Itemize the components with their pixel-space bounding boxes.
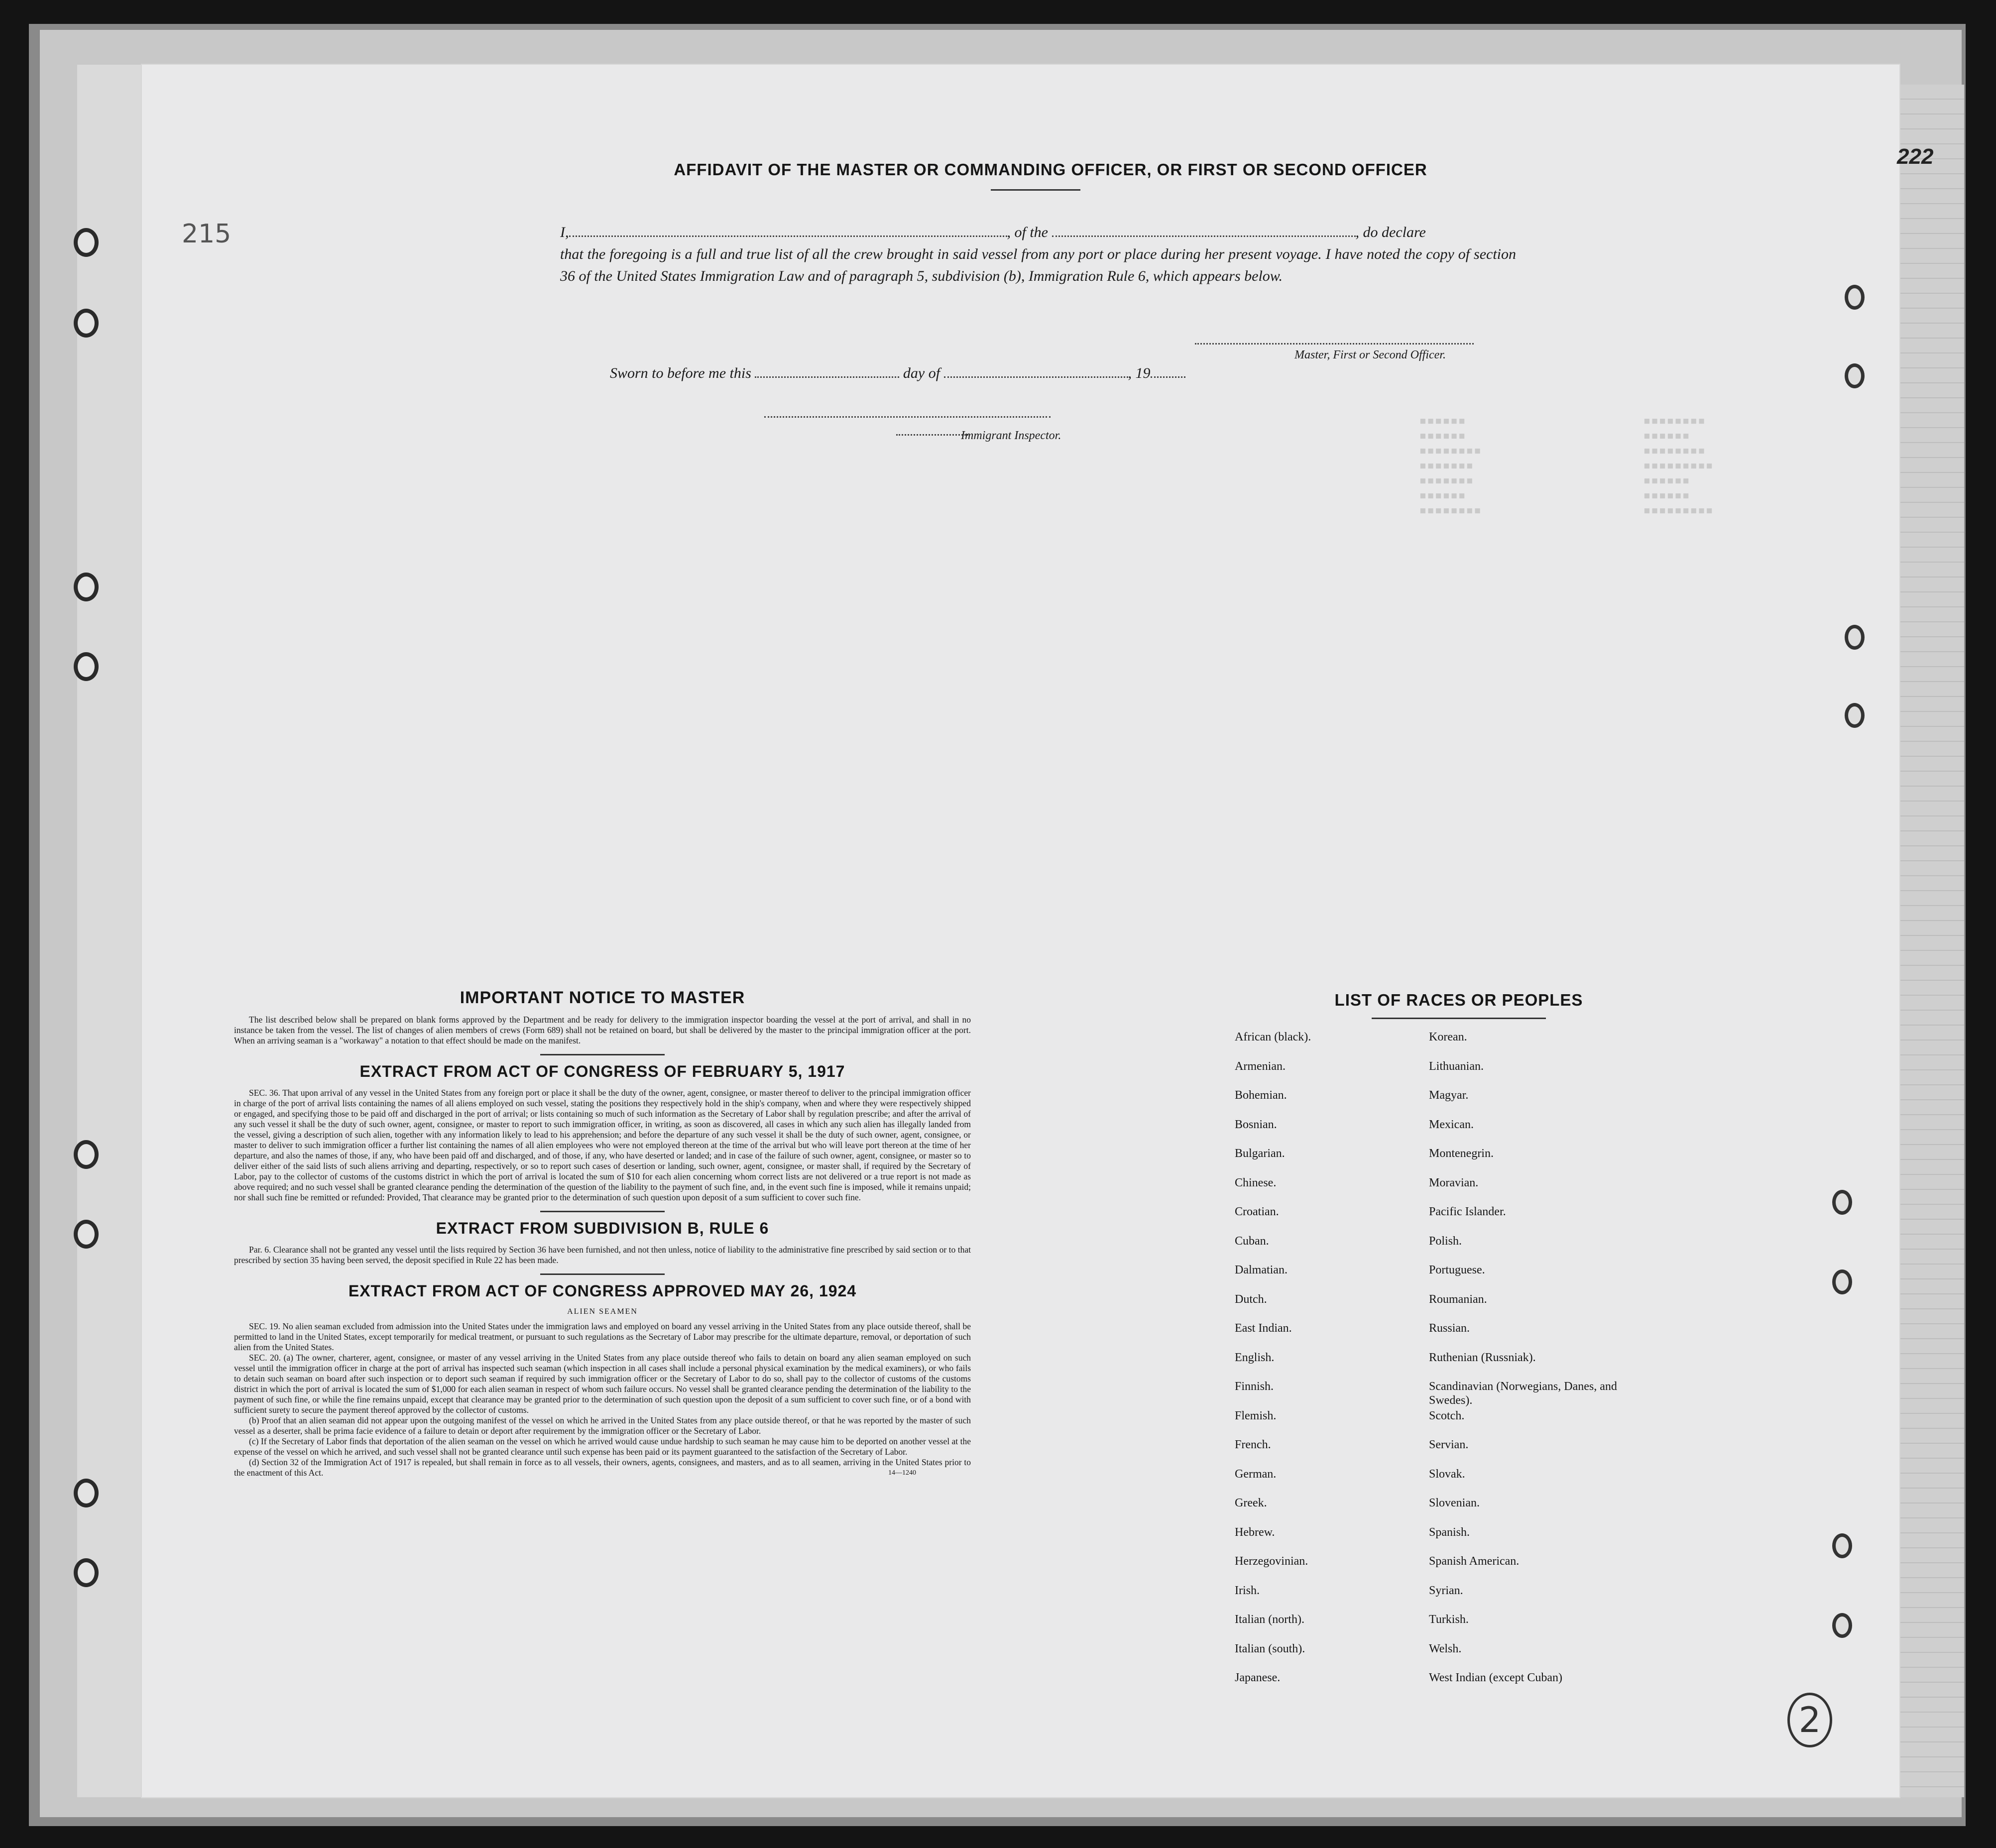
notice-text: The list described below shall be prepared on blank forms approved by the Department and be ready for delivery to the immigration inspector boarding the vessel at the port of arrival, and shall in no instance be taken from the vessel. The list of changes of alien members of crews (Form 689) shall not be retained on board, but shall be delivered by the master to the principal immigration officer at the port. When an arriving seaman is a "workaway" a notation to that effect should be made on the manifest. <box>234 1015 971 1045</box>
year-blank <box>1151 366 1185 378</box>
extract-1924-sec20a: SEC. 20. (a) The owner, charterer, agent, consignee, or master of any vessel arriving in the United States from any place outside thereof who fails to detain on board any alien seaman employed on such vessel until the immigration officer in charge at the port of arrival has inspected such seaman (which inspection in all cases shall include a personal physical examination by the medical examiners), or who fails to detain such seaman on board after such inspection or to deport such seaman if required by such immigration officer or the Secretary of Labor to do so, shall pay to the collector of customs of the customs district in which the port of arrival is located the sum of $1,000 for each alien seaman in respect of whom such failure occurs. No vessel shall be granted clearance pending the determination of the liability to the payment of such fine, or while the fine remains unpaid, except that clearance may be granted prior to the determination of such question upon the deposit of a sum sufficient to cover such fine, or of a bond with sufficient surety to secure the payment thereof approved by the collector of customs. <box>234 1353 971 1415</box>
section-rule <box>540 1273 665 1275</box>
section-rule <box>540 1211 665 1212</box>
race-item: Hebrew. <box>1235 1525 1275 1539</box>
vessel-blank <box>1052 226 1356 237</box>
binder-hole <box>1832 1613 1852 1638</box>
binder-hole <box>74 1558 99 1587</box>
race-item: Russian. <box>1429 1322 1470 1335</box>
inspector-signature-line <box>764 414 1051 418</box>
binder-hole <box>74 1479 99 1507</box>
race-item: Chinese. <box>1235 1176 1277 1189</box>
race-item: West Indian (except Cuban) <box>1429 1671 1562 1684</box>
binder-hole <box>74 228 99 257</box>
affidavit-title: AFFIDAVIT OF THE MASTER OR COMMANDING OFFICER, OR FIRST OR SECOND OFFICER <box>674 160 1427 179</box>
affidavit-i-label: I, <box>560 224 569 240</box>
binder-hole <box>1845 703 1865 728</box>
race-item: Ruthenian (Russniak). <box>1429 1351 1536 1364</box>
title-rule <box>991 189 1080 191</box>
race-item: Bohemian. <box>1235 1089 1287 1102</box>
race-item: Servian. <box>1429 1438 1469 1451</box>
race-item: Bosnian. <box>1235 1118 1277 1131</box>
races-left-column <box>1235 1030 1429 1700</box>
race-item: Lithuanian. <box>1429 1059 1484 1073</box>
binder-hole <box>1832 1190 1852 1215</box>
race-item: Mexican. <box>1429 1118 1474 1131</box>
race-item: Italian (south). <box>1235 1642 1305 1655</box>
race-item: Herzegovinian. <box>1235 1555 1308 1568</box>
race-item: Scandinavian (Norwegians, Danes, and Swedes). <box>1429 1380 1617 1407</box>
races-list <box>1235 991 1683 1700</box>
race-item: Korean. <box>1429 1031 1467 1043</box>
race-item: Slovak. <box>1429 1467 1465 1481</box>
year-label: , 19 <box>1128 365 1151 381</box>
binder-hole <box>74 1220 99 1249</box>
subdivision-title: EXTRACT FROM SUBDIVISION B, RULE 6 <box>436 1219 769 1237</box>
race-item: Portuguese. <box>1429 1264 1485 1276</box>
binder-hole <box>74 1140 99 1169</box>
alien-seamen-subtitle: ALIEN SEAMEN <box>567 1307 638 1316</box>
race-item: Dutch. <box>1235 1292 1267 1306</box>
extract-1917-text: SEC. 36. That upon arrival of any vessel in the United States from any foreign port or place it shall be the duty of the owner, agent, consignee, or master thereof to deliver to the principal immigration officer in charge of the port of arrival lists containing the names of all aliens employed on such vessel, stating the positions they respectively hold in the ship's company, when and where they were respectively shipped or engaged, and specifying those to be paid off and discharged in the port of arrival; or lists containing so much of such information as the Secretary of Labor shall by regulation prescribe; and after the arrival of any such vessel it shall be the duty of such owner, agent, consignee, or master to report to such immigration officer, in writing, as soon as discovered, all cases in which any such alien has illegally landed from the vessel, giving a description of such alien, together with any information likely to lead to his apprehension; and before the departure of any such vessel it shall be the duty of such owner, agent, consignee, or master to deliver to such immigration officer a further list containing the names of all alien employees who were not employed thereon at the time of the arrival but who will leave port thereon at the time of her departure, and also the names of those, if any, who have been paid off and discharged, and of those, if any, who have deserted or landed; and in case of the failure of such owner, agent, consignee, or master so to deliver either of the said lists of such aliens arriving and departing, respectively, or so to report such cases of desertion or landing, such owner, agent, consignee, or master shall, if required by the Secretary of Labor, pay to the collector of customs of the customs district in which the port of arrival is located the sum of $10 for each alien concerning whom correct lists are not delivered or a true report is not made as above required; and no such vessel shall be granted clearance pending the determination of the question of the liability to the payment of such fine, and, in the event such fine is imposed, while it remains unpaid; nor shall such fine be remitted or refunded: Provided, That clearance may be granted prior to the determination of such question upon deposit of a sum sufficient to cover such fine. <box>234 1088 971 1202</box>
race-item: Greek. <box>1235 1497 1267 1509</box>
inspector-signature-label: Immigrant Inspector. <box>961 429 1061 442</box>
extract-1917-title: EXTRACT FROM ACT OF CONGRESS OF FEBRUARY 5, 1917 <box>359 1062 845 1080</box>
binder-hole <box>1832 1533 1852 1558</box>
margin-pencil-number: 215 <box>182 219 232 249</box>
race-item: French. <box>1235 1438 1271 1451</box>
extract-1924-title: EXTRACT FROM ACT OF CONGRESS APPROVED MAY 26, 1924 <box>348 1282 857 1300</box>
sworn-month-blank <box>944 366 1128 378</box>
race-item: African (black). <box>1235 1031 1311 1043</box>
page-number: 222 <box>1897 144 1934 169</box>
race-item: Croatian. <box>1235 1205 1279 1218</box>
sworn-label: Sworn to before me this <box>610 365 751 381</box>
binder-hole <box>74 309 99 338</box>
race-item: Irish. <box>1235 1584 1260 1597</box>
race-item: Bulgarian. <box>1235 1147 1285 1160</box>
race-item: Magyar. <box>1429 1089 1469 1102</box>
section-rule <box>540 1054 665 1055</box>
race-item: Pacific Islander. <box>1429 1205 1506 1218</box>
notice-title: IMPORTANT NOTICE TO MASTER <box>460 988 745 1007</box>
circled-page-mark: 2 <box>1787 1693 1832 1747</box>
sworn-line <box>610 365 1185 382</box>
race-item: Cuban. <box>1235 1234 1269 1248</box>
bleed-through-text: ▪▪▪▪▪▪▪▪ ▪▪▪▪▪▪ ▪▪▪▪▪▪▪▪ ▪▪▪▪▪▪▪▪▪ ▪▪▪▪▪▪ ▪▪▪▪▪▪ ▪▪▪▪▪▪▪▪▪ <box>1643 413 1713 518</box>
race-item: Turkish. <box>1429 1613 1469 1626</box>
notices-column <box>234 988 971 1477</box>
race-item: Armenian. <box>1235 1059 1286 1073</box>
sworn-day-blank <box>755 366 899 378</box>
affidavit-body: that the foregoing is a full and true list of all the crew brought in said vessel from any port or place during her present voyage. I have noted the copy of section 36 of the United States Immigration Law and of paragraph 5, subdivision (b), Immigration Rule 6, which appears below. <box>560 246 1516 284</box>
extract-1924-sec20b: (b) Proof that an alien seaman did not appear upon the outgoing manifest of the vessel on which he arrived in the United States from any place outside thereof, or that he was reported by the master of such vessel as a deserter, shall be prima facie evidence of a failure to detain or deport after requirement by the immigration officer or the Secretary of Labor. <box>234 1415 971 1436</box>
binder-hole <box>74 573 99 601</box>
master-signature-label: Master, First or Second Officer. <box>1294 348 1446 361</box>
race-item: Finnish. <box>1235 1380 1274 1393</box>
inspector-signature-underline <box>896 432 968 436</box>
race-item: Flemish. <box>1235 1409 1277 1422</box>
race-item: Spanish. <box>1429 1525 1470 1539</box>
name-blank <box>569 226 1007 237</box>
form-number: 14—1240 <box>888 1469 916 1477</box>
race-item: Polish. <box>1429 1234 1462 1248</box>
races-rule <box>1372 1018 1546 1019</box>
day-of-label: day of <box>903 365 940 381</box>
race-item: Italian (north). <box>1235 1613 1304 1626</box>
master-signature-line <box>1195 341 1474 345</box>
bleed-through-text: ▪▪▪▪▪▪ ▪▪▪▪▪▪ ▪▪▪▪▪▪▪▪ ▪▪▪▪▪▪▪ ▪▪▪▪▪▪▪ ▪▪▪▪▪▪ ▪▪▪▪▪▪▪▪ <box>1419 413 1482 518</box>
race-item: Japanese. <box>1235 1671 1281 1684</box>
extract-1924-sec20d: (d) Section 32 of the Immigration Act of 1917 is repealed, but shall remain in force as to all vessels, their owners, agents, consignees, and masters, and as to all seamen, arriving in the United States prior to the enactment of this Act. <box>234 1457 971 1478</box>
underlying-ledger-strip <box>1899 85 1964 1797</box>
race-item: Roumanian. <box>1429 1292 1487 1306</box>
affidavit-line-1 <box>560 222 1516 243</box>
binder-hole <box>1832 1270 1852 1294</box>
race-item: East Indian. <box>1235 1322 1292 1335</box>
subdivision-text: Par. 6. Clearance shall not be granted any vessel until the lists required by Section 36 have been furnished, and not then unless, notice of liability to the administrative fine prescribed by said section or to that prescribed by section 35 having been served, the deposit specified in Rule 22 has been made. <box>234 1245 971 1265</box>
extract-1924-sec19: SEC. 19. No alien seaman excluded from admission into the United States under the immigration laws and employed on board any vessel arriving in the United States from any place outside thereof, shall be permitted to land in the United States, except temporarily for medical treatment, or pursuant to such regulations as the Secretary of Labor may prescribe for the ultimate departure, removal, or deportation of such alien from the United States. <box>234 1321 971 1352</box>
race-item: Moravian. <box>1429 1176 1479 1189</box>
race-item: Slovenian. <box>1429 1497 1480 1509</box>
races-title: LIST OF RACES OR PEOPLES <box>1334 991 1583 1009</box>
races-right-column <box>1429 1030 1623 1700</box>
extract-1924-sec20c: (c) If the Secretary of Labor finds that deportation of the alien seaman on the vessel on which he arrived would cause undue hardship to such seaman he may cause him to be deported on another vessel at the expense of the vessel on which he arrived, and such vessel shall not be granted clearance until such expense has been paid or its payment guaranteed to the satisfaction of the Secretary of Labor. <box>234 1436 971 1457</box>
race-item: Welsh. <box>1429 1642 1462 1655</box>
race-item: English. <box>1235 1351 1275 1364</box>
affidavit-of-the-label: , of the <box>1007 224 1048 240</box>
binder-hole <box>1845 625 1865 650</box>
race-item: Syrian. <box>1429 1584 1463 1597</box>
binder-hole <box>1845 285 1865 310</box>
affidavit-text <box>560 222 1516 287</box>
race-item: Montenegrin. <box>1429 1147 1494 1160</box>
race-item: Dalmatian. <box>1235 1264 1288 1276</box>
race-item: German. <box>1235 1467 1277 1481</box>
binder-hole <box>74 652 99 681</box>
binder-hole <box>1845 363 1865 388</box>
affidavit-declare-label: , do declare <box>1355 224 1426 240</box>
race-item: Spanish American. <box>1429 1555 1520 1568</box>
race-item: Scotch. <box>1429 1409 1465 1422</box>
